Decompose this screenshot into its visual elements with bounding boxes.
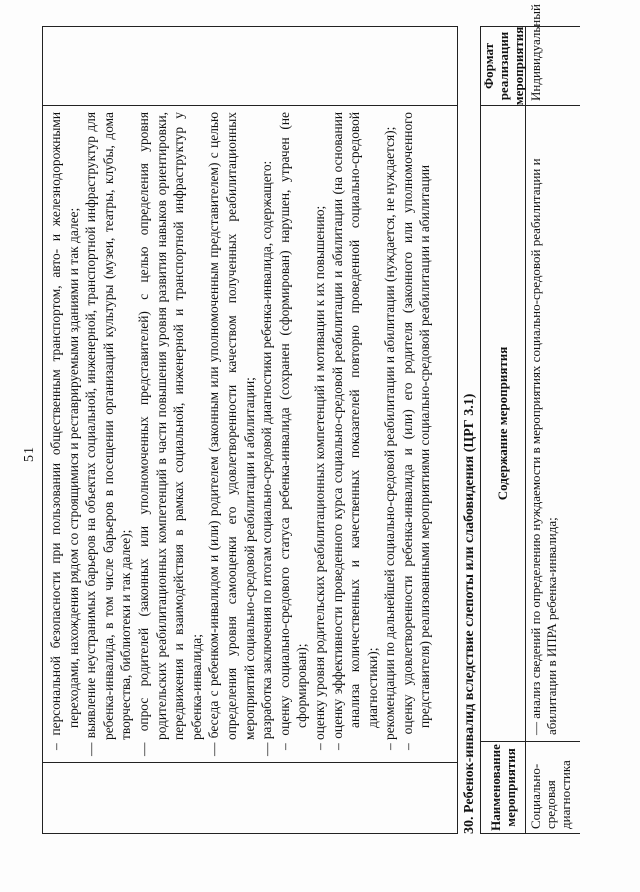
row-name: Социально-средовая диагностика <box>526 741 581 833</box>
section-title: 30. Ребенок-инвалид вследствие слепоты или слабовидения (ЦРГ 3.1) <box>462 393 477 834</box>
header-content: Содержание мероприятия <box>481 105 525 741</box>
content-paragraph: — опрос родителей (законных или уполномоченных представителей) с целью определения уровня родительских реабилитационных компетенций в части повышения уровня развития навыков ориентировки, передвижения и взаимодействия в рамках социальной, инженерной и транспортной инфраструктур у ребенка-инвалида; <box>135 112 204 756</box>
page-number: 51 <box>22 446 37 462</box>
activities-table <box>480 4 582 834</box>
content-paragraph: – оценку эффективности проведенного курса социально-средовой реабилитации и абилитации (на основании анализа количественных и качественных показателей повторно проведенной социально-средовой диагностики); <box>329 112 380 750</box>
row-format: Индивидуальный <box>528 4 543 101</box>
top-table-content-cell <box>43 106 457 762</box>
header-format: Формат реализации мероприятия <box>480 26 526 106</box>
content-paragraph: – оценку удовлетворенности ребенка-инвалида и (или) его родителя (законного или уполномоченного представителя) реализованными мероприятиями социально-средовой реабилитации и абилитации <box>399 112 433 750</box>
table-header-row <box>481 27 526 833</box>
content-paragraph: — беседа с ребенком-инвалидом и (или) родителем (законным или уполномоченным представителем) с целью определения уровня самооценки его удовлетворенности качеством полученных реабилитационных мероприятий социально-средовой реабилитации и абилитации; <box>206 112 257 756</box>
content-paragraph: — выявление неустранимых барьеров на объектах социальной, инженерной, транспортной инфраструктур для ребенка-инвалида, в том числе барьеров в посещении организаций культуры (музеи, театры, клубы, дома творчества, библиотеки и так далее); <box>83 112 134 756</box>
content-paragraph: – рекомендации по дальнейшей социально-средовой реабилитации и абилитации (нуждается, не нуждается); <box>382 126 398 750</box>
content-paragraph: – оценку уровня родительских реабилитационных компетенций и мотивации к их повышению; <box>311 205 327 750</box>
top-table <box>42 26 458 834</box>
content-paragraph: – оценку социально-средового статуса ребенка-инвалида (сохранен (сформирован) нарушен, утрачен (не сформирован); <box>276 112 310 750</box>
top-table-name-cell <box>43 762 457 833</box>
row-content: — анализ сведений по определению нуждаемости в мероприятиях социально-средовой реабилитации и абилитации в ИПРА ребенка-инвалида; <box>526 105 581 741</box>
top-table-format-cell <box>43 27 457 106</box>
content-paragraph: — разработка заключения по итогам социально-средовой диагностики ребенка-инвалида, содержащего: <box>259 160 275 756</box>
content-paragraph: – персональной безопасности при пользовании общественным транспортом, авто- и железнодорожными переходами, нахождения рядом со строящимися и реставрируемыми зданиями и так далее; <box>48 112 81 750</box>
page-margin-bottom <box>580 0 640 892</box>
table-row <box>526 4 581 833</box>
header-name: Наименование мероприятия <box>481 741 525 833</box>
